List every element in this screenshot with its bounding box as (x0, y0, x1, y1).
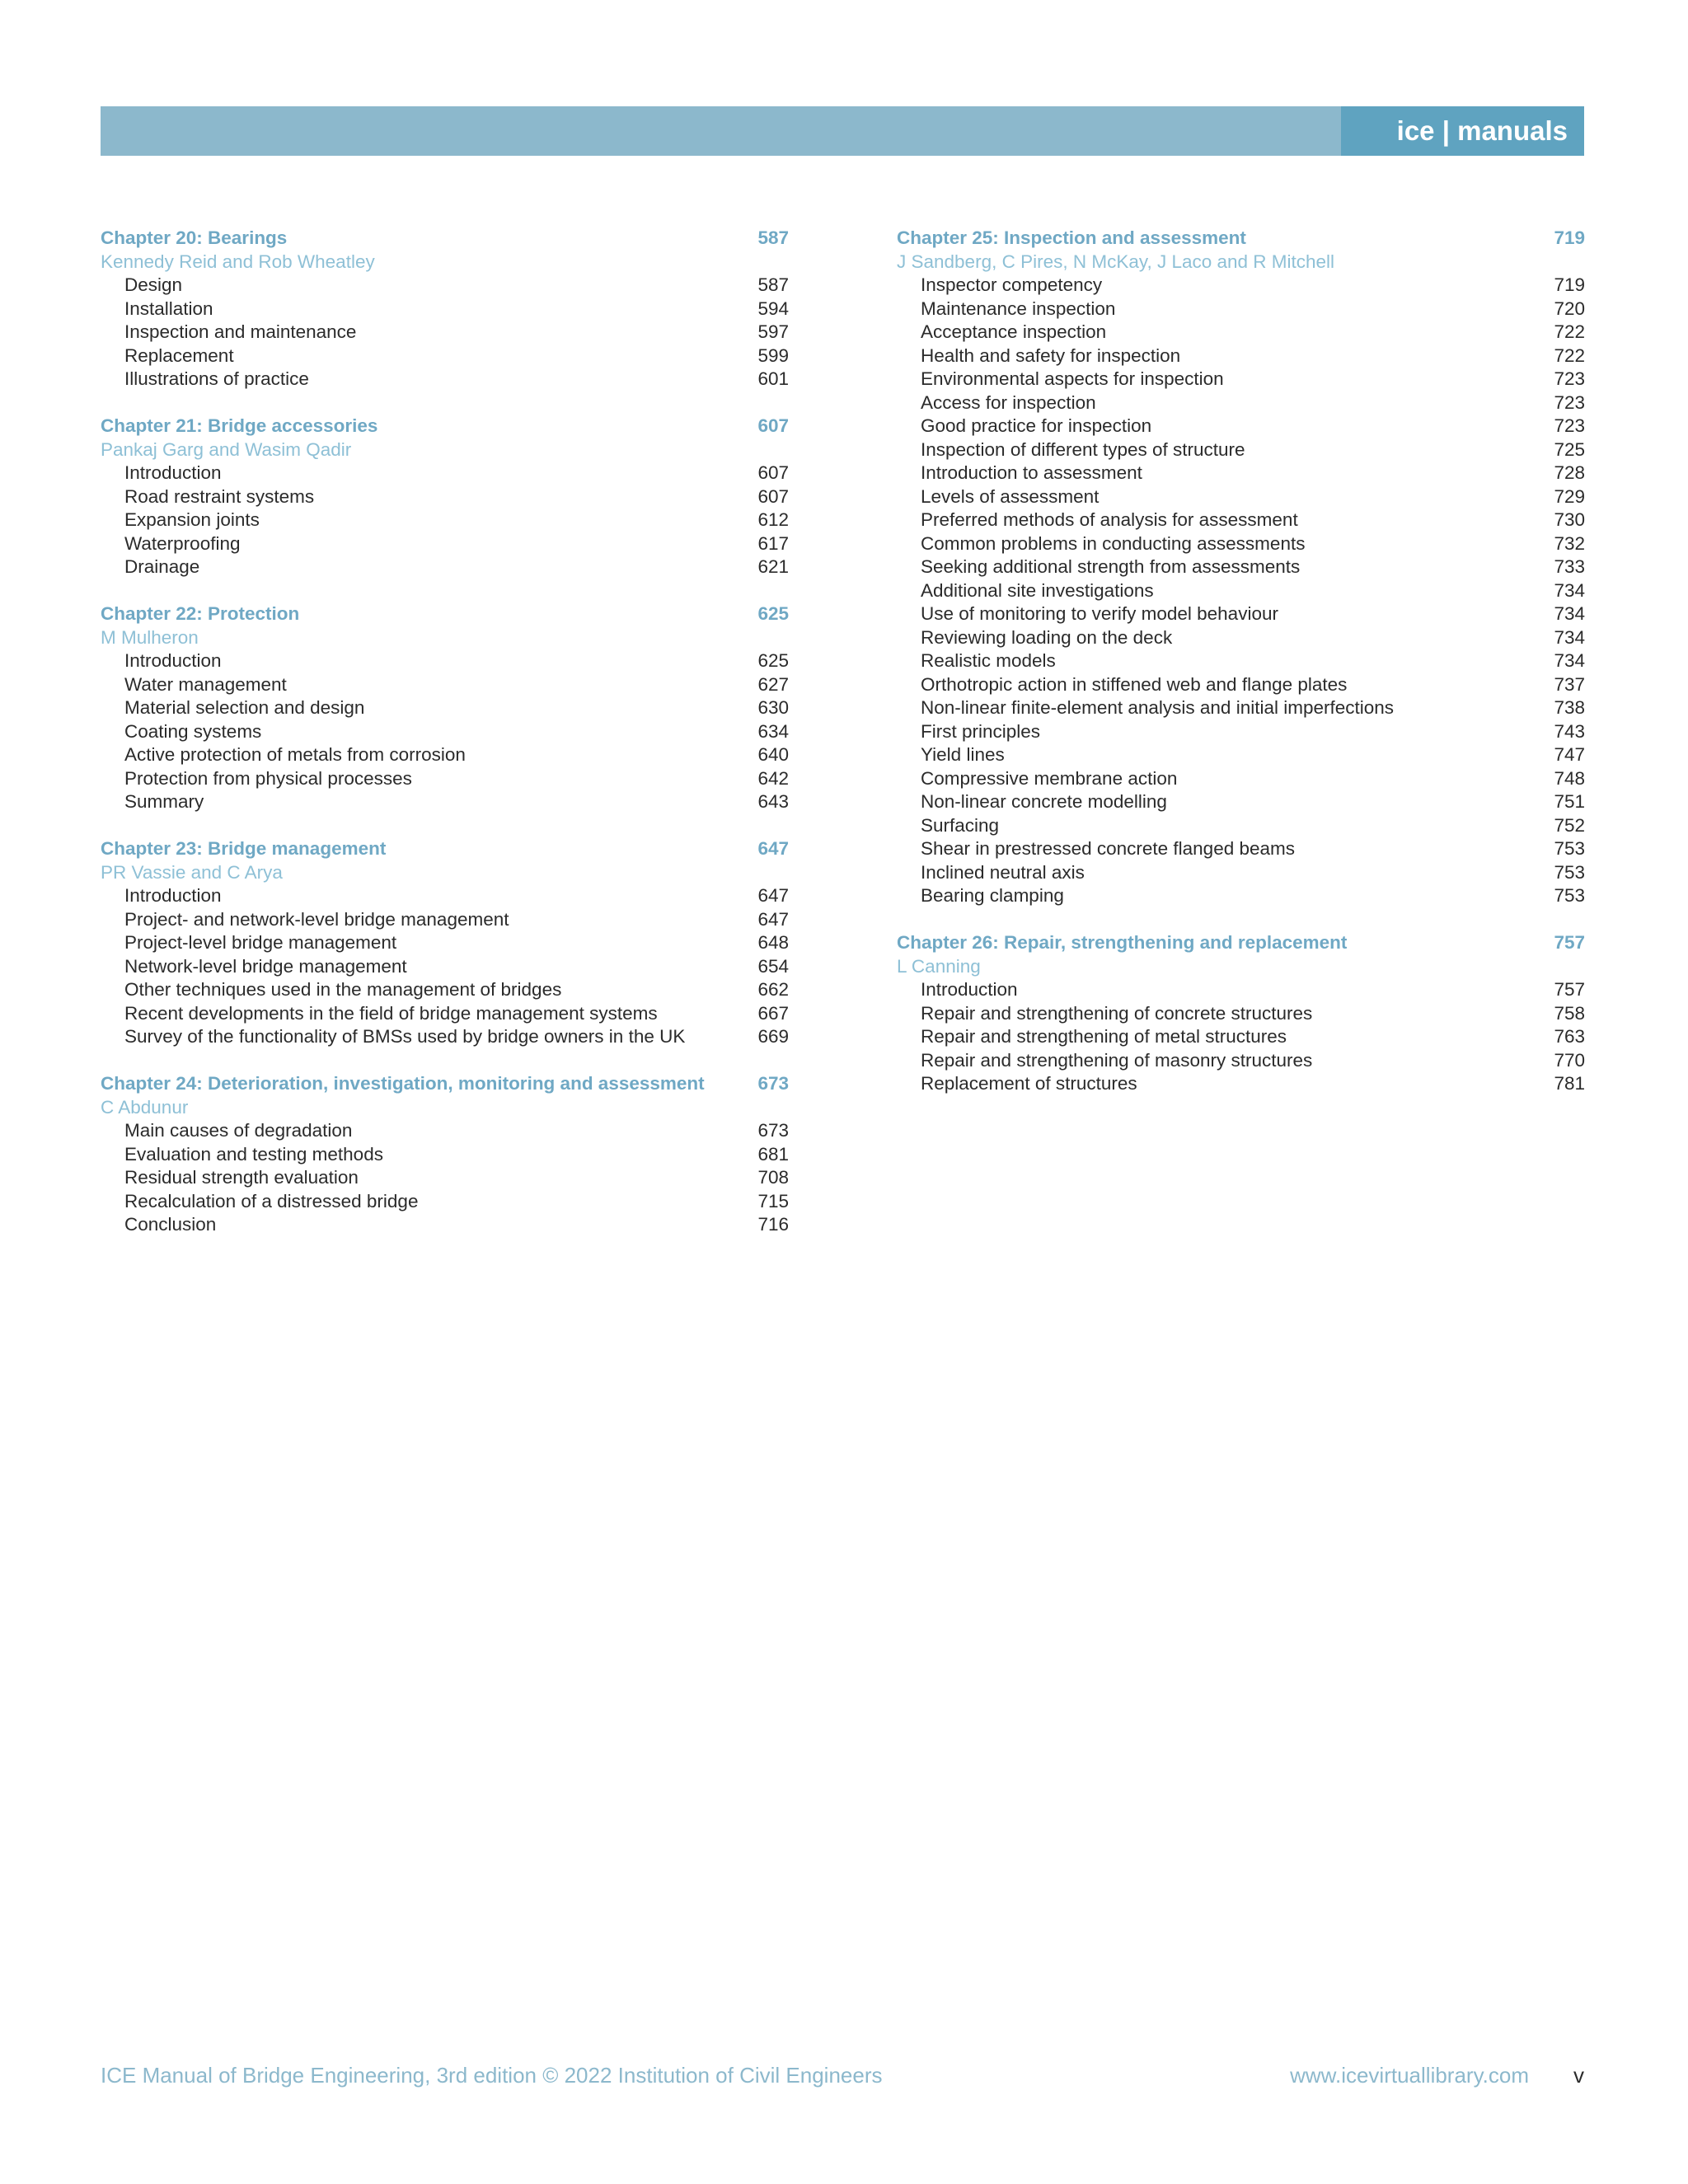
toc-section-entry[interactable] (101, 696, 789, 720)
section-page-number: 719 (1554, 274, 1585, 295)
section-title: Other techniques used in the management of bridges (124, 979, 562, 1000)
toc-section-entry[interactable] (101, 955, 789, 979)
section-page-number: 734 (1554, 650, 1585, 671)
section-title: Compressive membrane action (921, 767, 1178, 789)
section-page-number: 725 (1554, 438, 1585, 460)
toc-section-entry[interactable] (897, 1025, 1585, 1049)
section-page-number: 612 (757, 509, 789, 530)
section-title: Introduction (921, 979, 1018, 1000)
toc-section-entry[interactable] (897, 1072, 1585, 1096)
section-page-number: 743 (1554, 720, 1585, 742)
chapter-heading[interactable] (101, 602, 789, 626)
toc-section-entry[interactable] (897, 1049, 1585, 1073)
toc-section-entry[interactable] (897, 1002, 1585, 1026)
section-page-number: 751 (1554, 791, 1585, 812)
chapter-authors: M Mulheron (101, 626, 199, 648)
toc-section-entry[interactable] (101, 673, 789, 697)
chapter-title: Chapter 22: Protection (101, 603, 300, 624)
section-title: Health and safety for inspection (921, 344, 1181, 366)
section-title: Material selection and design (124, 697, 365, 718)
section-title: Levels of assessment (921, 485, 1100, 507)
section-title: Good practice for inspection (921, 415, 1152, 436)
toc-section-entry[interactable] (101, 344, 789, 368)
toc-chapter (101, 415, 789, 579)
section-page-number: 722 (1554, 321, 1585, 342)
section-title: Active protection of metals from corrosion (124, 744, 466, 765)
section-page-number: 621 (757, 556, 789, 577)
toc-section-entry[interactable] (101, 509, 789, 532)
toc-column-left (101, 227, 789, 1260)
section-title: Introduction to assessment (921, 462, 1142, 483)
toc-section-entry[interactable] (897, 415, 1585, 438)
toc-section-entry[interactable] (101, 1143, 789, 1167)
toc-section-entry[interactable] (897, 368, 1585, 391)
section-title: Replacement (124, 344, 234, 366)
chapter-heading[interactable] (897, 931, 1585, 955)
section-page-number: 669 (757, 1026, 789, 1047)
section-page-number: 642 (757, 767, 789, 789)
section-page-number: 640 (757, 744, 789, 765)
section-page-number: 648 (757, 932, 789, 953)
section-title: Inclined neutral axis (921, 861, 1085, 883)
toc-section-entry[interactable] (897, 814, 1585, 838)
chapter-page-number: 625 (757, 603, 789, 624)
toc-section-entry[interactable] (101, 978, 789, 1002)
section-page-number: 758 (1554, 1002, 1585, 1024)
section-page-number: 737 (1554, 673, 1585, 695)
section-title: Yield lines (921, 744, 1005, 765)
section-title: Additional site investigations (921, 579, 1154, 601)
toc-section-entry[interactable] (897, 884, 1585, 908)
section-title: Recalculation of a distressed bridge (124, 1190, 419, 1212)
toc-section-entry[interactable] (101, 767, 789, 791)
toc-section-entry[interactable] (897, 743, 1585, 767)
section-title: Inspection and maintenance (124, 321, 357, 342)
chapter-authors: L Canning (897, 955, 981, 977)
section-title: Common problems in conducting assessments (921, 532, 1306, 554)
section-page-number: 647 (757, 885, 789, 906)
chapter-title: Chapter 23: Bridge management (101, 838, 387, 859)
chapter-page-number: 757 (1554, 932, 1585, 953)
chapter-title: Chapter 25: Inspection and assessment (897, 227, 1246, 248)
toc-section-entry[interactable] (897, 391, 1585, 415)
toc-section-entry[interactable] (101, 298, 789, 321)
section-page-number: 722 (1554, 344, 1585, 366)
section-title: Inspection of different types of structure (921, 438, 1245, 460)
toc-section-entry[interactable] (897, 485, 1585, 509)
section-page-number: 752 (1554, 814, 1585, 836)
toc-section-entry[interactable] (101, 649, 789, 673)
toc-section-entry[interactable] (897, 438, 1585, 462)
section-page-number: 599 (757, 344, 789, 366)
section-page-number: 715 (757, 1190, 789, 1212)
chapter-page-number: 719 (1554, 227, 1585, 248)
toc-section-entry[interactable] (897, 978, 1585, 1002)
section-page-number: 708 (757, 1167, 789, 1188)
chapter-page-number: 607 (757, 415, 789, 436)
toc-chapter (101, 602, 789, 814)
toc-column-right (897, 227, 1585, 1119)
section-page-number: 733 (1554, 556, 1585, 577)
section-page-number: 667 (757, 1002, 789, 1024)
section-title: Introduction (124, 650, 222, 671)
section-page-number: 723 (1554, 368, 1585, 389)
section-title: Design (124, 274, 183, 295)
section-title: Repair and strengthening of metal structures (921, 1026, 1287, 1047)
toc-chapter (101, 1072, 789, 1237)
section-title: Access for inspection (921, 391, 1096, 413)
header-bar (101, 106, 1584, 156)
section-title: Conclusion (124, 1214, 217, 1235)
chapter-title: Chapter 20: Bearings (101, 227, 288, 248)
section-page-number: 617 (757, 532, 789, 554)
section-page-number: 643 (757, 791, 789, 812)
section-page-number: 770 (1554, 1049, 1585, 1071)
toc-section-entry[interactable] (897, 298, 1585, 321)
chapter-heading[interactable] (101, 837, 789, 861)
section-title: Waterproofing (124, 532, 241, 554)
section-page-number: 734 (1554, 603, 1585, 624)
section-title: Repair and strengthening of masonry structures (921, 1049, 1313, 1071)
section-title: Replacement of structures (921, 1073, 1137, 1094)
toc-section-entry[interactable] (897, 837, 1585, 861)
page-footer (101, 2060, 1584, 2090)
toc-section-entry[interactable] (897, 626, 1585, 650)
section-title: Bearing clamping (921, 885, 1064, 906)
toc-section-entry[interactable] (897, 696, 1585, 720)
section-page-number: 594 (757, 298, 789, 319)
section-title: Summary (124, 791, 204, 812)
chapter-authors: Kennedy Reid and Rob Wheatley (101, 251, 375, 272)
section-page-number: 607 (757, 462, 789, 483)
chapter-authors: C Abdunur (101, 1096, 189, 1118)
toc-section-entry[interactable] (101, 1119, 789, 1143)
section-page-number: 734 (1554, 579, 1585, 601)
toc-section-entry[interactable] (101, 1025, 789, 1049)
toc-section-entry[interactable] (101, 485, 789, 509)
footer-website-link[interactable]: www.icevirtuallibrary.com (1290, 2063, 1529, 2088)
section-page-number: 729 (1554, 485, 1585, 507)
section-title: Survey of the functionality of BMSs used by bridge owners in the UK (124, 1026, 686, 1047)
section-title: Inspector competency (921, 274, 1103, 295)
section-page-number: 647 (757, 908, 789, 930)
section-title: Preferred methods of analysis for assessment (921, 509, 1298, 530)
toc-section-entry[interactable] (897, 861, 1585, 885)
section-title: Coating systems (124, 720, 262, 742)
footer-copyright: ICE Manual of Bridge Engineering, 3rd edition © 2022 Institution of Civil Engineers (101, 2063, 883, 2088)
toc-section-entry[interactable] (101, 1166, 789, 1190)
section-title: Project- and network-level bridge management (124, 908, 509, 930)
section-title: Installation (124, 298, 213, 319)
toc-section-entry[interactable] (101, 274, 789, 298)
chapter-heading[interactable] (897, 227, 1585, 251)
toc-section-entry[interactable] (101, 931, 789, 955)
section-page-number: 738 (1554, 697, 1585, 718)
section-title: Environmental aspects for inspection (921, 368, 1224, 389)
chapter-title: Chapter 24: Deterioration, investigation, monitoring and assessment (101, 1073, 705, 1094)
section-page-number: 607 (757, 485, 789, 507)
section-title: Network-level bridge management (124, 955, 407, 977)
toc-chapter (897, 931, 1585, 1096)
toc-section-entry[interactable] (897, 321, 1585, 344)
toc-section-entry[interactable] (101, 368, 789, 391)
section-title: Project-level bridge management (124, 932, 397, 953)
section-title: Introduction (124, 462, 222, 483)
section-title: Expansion joints (124, 509, 260, 530)
section-page-number: 753 (1554, 885, 1585, 906)
toc-section-entry[interactable] (897, 720, 1585, 744)
section-page-number: 597 (757, 321, 789, 342)
section-page-number: 747 (1554, 744, 1585, 765)
section-page-number: 662 (757, 979, 789, 1000)
toc-section-entry[interactable] (101, 720, 789, 744)
section-title: Non-linear concrete modelling (921, 791, 1167, 812)
toc-section-entry[interactable] (101, 462, 789, 485)
section-page-number: 781 (1554, 1073, 1585, 1094)
section-page-number: 627 (757, 673, 789, 695)
toc-section-entry[interactable] (101, 790, 789, 814)
section-title: Acceptance inspection (921, 321, 1107, 342)
toc-section-entry[interactable] (897, 673, 1585, 697)
toc-section-entry[interactable] (897, 602, 1585, 626)
chapter-title: Chapter 21: Bridge accessories (101, 415, 378, 436)
chapter-heading[interactable] (101, 415, 789, 438)
section-title: Shear in prestressed concrete flanged beams (921, 838, 1296, 859)
toc-chapter (897, 227, 1585, 908)
chapter-title: Chapter 26: Repair, strengthening and replacement (897, 932, 1348, 953)
section-title: Residual strength evaluation (124, 1167, 359, 1188)
section-title: Repair and strengthening of concrete structures (921, 1002, 1313, 1024)
section-title: Orthotropic action in stiffened web and flange plates (921, 673, 1348, 695)
section-title: Protection from physical processes (124, 767, 412, 789)
section-page-number: 601 (757, 368, 789, 389)
toc-chapter (101, 837, 789, 1049)
toc-section-entry[interactable] (101, 1190, 789, 1214)
toc-section-entry[interactable] (101, 908, 789, 932)
section-page-number: 753 (1554, 861, 1585, 883)
toc-section-entry[interactable] (897, 767, 1585, 791)
section-title: Introduction (124, 885, 222, 906)
chapter-page-number: 647 (757, 838, 789, 859)
chapter-authors: J Sandberg, C Pires, N McKay, J Laco and R Mitchell (897, 251, 1335, 272)
toc-section-entry[interactable] (101, 321, 789, 344)
section-page-number: 630 (757, 697, 789, 718)
section-title: First principles (921, 720, 1041, 742)
section-title: Evaluation and testing methods (124, 1143, 383, 1165)
toc-section-entry[interactable] (101, 743, 789, 767)
chapter-page-number: 673 (757, 1073, 789, 1094)
toc-chapter (101, 227, 789, 391)
toc-section-entry[interactable] (897, 509, 1585, 532)
section-title: Drainage (124, 556, 200, 577)
toc-section-entry[interactable] (897, 555, 1585, 579)
chapter-authors: Pankaj Garg and Wasim Qadir (101, 438, 352, 460)
chapter-heading[interactable] (101, 1072, 789, 1096)
section-page-number: 734 (1554, 626, 1585, 648)
toc-section-entry[interactable] (897, 579, 1585, 603)
section-title: Illustrations of practice (124, 368, 309, 389)
section-page-number: 716 (757, 1214, 789, 1235)
toc-section-entry[interactable] (897, 790, 1585, 814)
section-title: Maintenance inspection (921, 298, 1116, 319)
chapter-heading[interactable] (101, 227, 789, 251)
section-page-number: 730 (1554, 509, 1585, 530)
section-title: Recent developments in the field of bridge management systems (124, 1002, 658, 1024)
brand-logo: ice | manuals (1341, 106, 1584, 156)
section-page-number: 587 (757, 274, 789, 295)
chapter-page-number: 587 (757, 227, 789, 248)
section-title: Reviewing loading on the deck (921, 626, 1173, 648)
section-page-number: 723 (1554, 415, 1585, 436)
section-page-number: 732 (1554, 532, 1585, 554)
section-title: Seeking additional strength from assessments (921, 556, 1301, 577)
section-title: Realistic models (921, 650, 1056, 671)
section-page-number: 681 (757, 1143, 789, 1165)
toc-section-entry[interactable] (897, 274, 1585, 298)
section-page-number: 753 (1554, 838, 1585, 859)
section-page-number: 625 (757, 650, 789, 671)
toc-section-entry[interactable] (897, 462, 1585, 485)
section-page-number: 673 (757, 1120, 789, 1141)
section-page-number: 748 (1554, 767, 1585, 789)
chapter-authors: PR Vassie and C Arya (101, 861, 283, 883)
toc-section-entry[interactable] (101, 555, 789, 579)
section-page-number: 634 (757, 720, 789, 742)
section-page-number: 728 (1554, 462, 1585, 483)
page-number: v (1573, 2063, 1584, 2088)
section-title: Surfacing (921, 814, 1000, 836)
section-title: Road restraint systems (124, 485, 315, 507)
toc-section-entry[interactable] (101, 1213, 789, 1237)
toc-section-entry[interactable] (897, 649, 1585, 673)
section-page-number: 723 (1554, 391, 1585, 413)
section-page-number: 757 (1554, 979, 1585, 1000)
toc-section-entry[interactable] (101, 884, 789, 908)
toc-section-entry[interactable] (897, 344, 1585, 368)
section-title: Non-linear finite-element analysis and initial imperfections (921, 697, 1395, 718)
section-page-number: 720 (1554, 298, 1585, 319)
section-title: Use of monitoring to verify model behaviour (921, 603, 1278, 624)
section-page-number: 654 (757, 955, 789, 977)
toc-section-entry[interactable] (101, 532, 789, 556)
section-title: Main causes of degradation (124, 1120, 353, 1141)
toc-section-entry[interactable] (897, 532, 1585, 556)
toc-section-entry[interactable] (101, 1002, 789, 1026)
section-page-number: 763 (1554, 1026, 1585, 1047)
section-title: Water management (124, 673, 287, 695)
